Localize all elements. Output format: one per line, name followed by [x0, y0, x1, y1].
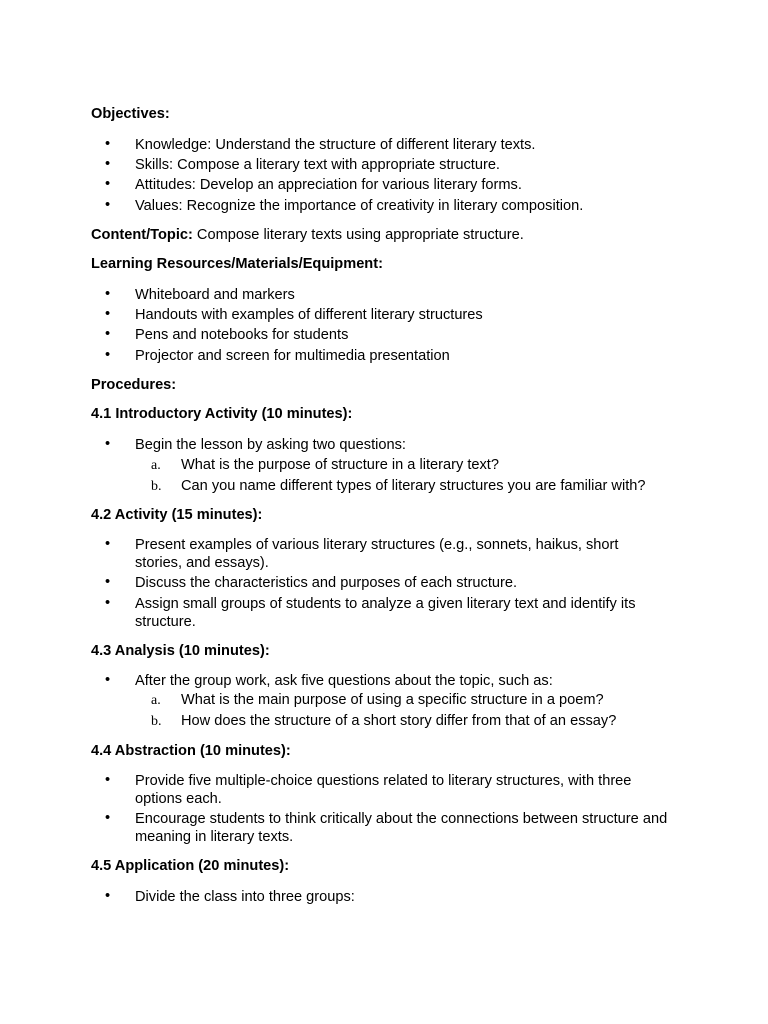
bullet: • — [105, 672, 111, 688]
sub-item-letter: b. — [151, 479, 162, 494]
sub-item-text: How does the structure of a short story differ from that of an essay? — [181, 713, 617, 729]
activity-item: Discuss the characteristics and purposes of each structure. — [135, 575, 518, 591]
objective-values: Values: Recognize the importance of creativity in literary composition. — [135, 198, 584, 214]
bullet: • — [105, 136, 111, 152]
sub-item-text: What is the main purpose of using a specific structure in a poem? — [181, 692, 604, 708]
analysis-item: After the group work, ask five questions about the topic, such as: — [135, 673, 553, 689]
bullet: • — [105, 306, 111, 322]
section-heading: 4.5 Application (20 minutes): — [91, 858, 290, 874]
bullet: • — [105, 326, 111, 342]
sub-item-letter: a. — [151, 693, 161, 708]
bullet: • — [105, 536, 111, 552]
objective-attitudes: Attitudes: Develop an appreciation for various literary forms. — [135, 177, 522, 193]
procedures-heading: Procedures: — [91, 377, 177, 393]
section-heading: 4.2 Activity (15 minutes): — [91, 507, 263, 523]
introductory-item: Begin the lesson by asking two questions: — [135, 437, 406, 453]
bullet: • — [105, 286, 111, 302]
bullet: • — [105, 347, 111, 363]
abstraction-item: Encourage students to think critically about the connections between structure and meaning in literary texts. — [135, 811, 668, 845]
sub-item-letter: a. — [151, 458, 161, 473]
resource-item: Whiteboard and markers — [135, 287, 295, 303]
abstraction-item: Provide five multiple-choice questions related to literary structures, with three options each. — [135, 773, 632, 807]
objective-knowledge: Knowledge: Understand the structure of different literary texts. — [135, 137, 536, 153]
bullet: • — [105, 888, 111, 904]
bullet: • — [105, 176, 111, 192]
content-topic-text: Compose literary texts using appropriate structure. — [192, 227, 524, 243]
sub-item-text: What is the purpose of structure in a literary text? — [181, 457, 499, 473]
resources-heading: Learning Resources/Materials/Equipment: — [91, 256, 383, 272]
section-heading: 4.1 Introductory Activity (10 minutes): — [91, 406, 353, 422]
bullet: • — [105, 772, 111, 788]
objectives-heading: Objectives: — [91, 106, 170, 122]
activity-item: Assign small groups of students to analyze a given literary text and identify its structure. — [135, 596, 636, 630]
sub-item-letter: b. — [151, 714, 162, 729]
sub-item-text: Can you name different types of literary structures you are familiar with? — [181, 478, 646, 494]
section-heading: 4.3 Analysis (10 minutes): — [91, 643, 270, 659]
resource-item: Projector and screen for multimedia presentation — [135, 348, 450, 364]
application-item: Divide the class into three groups: — [135, 889, 355, 905]
bullet: • — [105, 574, 111, 590]
bullet: • — [105, 810, 111, 826]
section-heading: 4.4 Abstraction (10 minutes): — [91, 743, 291, 759]
activity-item: Present examples of various literary structures (e.g., sonnets, haikus, short stories, and essays). — [135, 537, 619, 571]
bullet: • — [105, 156, 111, 172]
bullet: • — [105, 436, 111, 452]
bullet: • — [105, 595, 111, 611]
objective-skills: Skills: Compose a literary text with appropriate structure. — [135, 157, 500, 173]
resource-item: Pens and notebooks for students — [135, 327, 349, 343]
resource-item: Handouts with examples of different literary structures — [135, 307, 483, 323]
bullet: • — [105, 197, 111, 213]
content-topic — [91, 227, 524, 244]
content-topic-label: Content/Topic: — [91, 227, 193, 243]
